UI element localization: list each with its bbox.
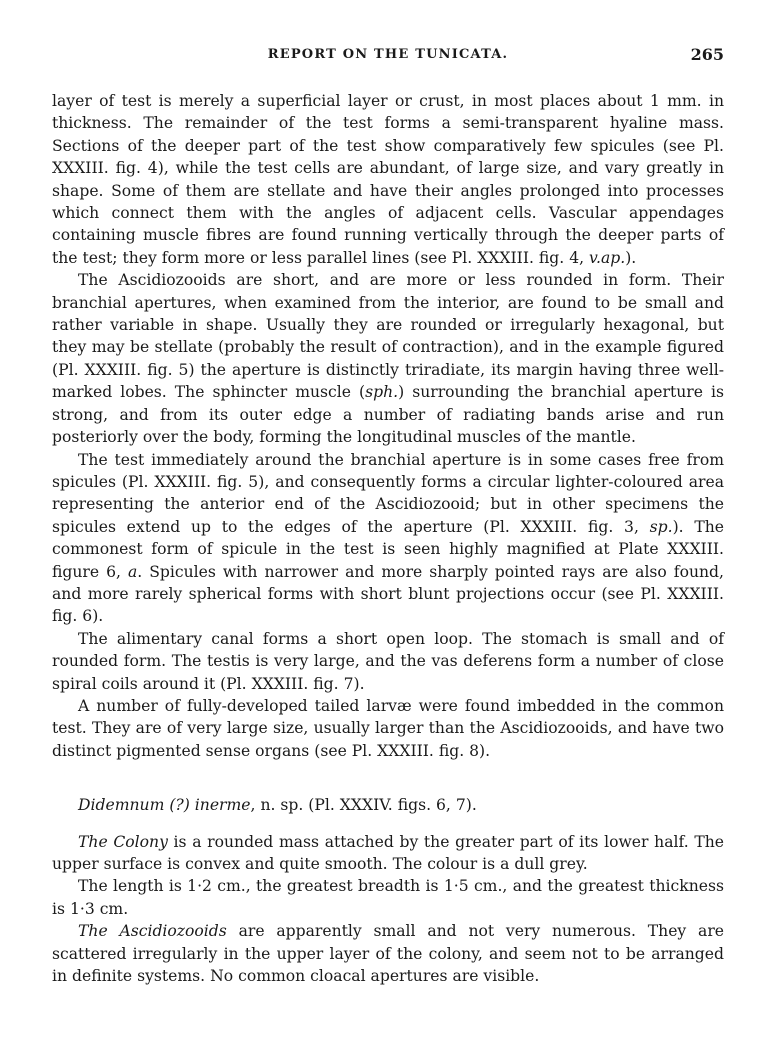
text-run: are apparently small and not very numerous. They are scattered irregularly in the upper layer of the colony, and seem not to be arranged in definite systems. No common cloacal apertures are visible. xyxy=(52,922,725,986)
body-text xyxy=(52,90,724,987)
paragraph-ascidiozooids xyxy=(52,269,724,448)
italic-label: The Ascidiozooids xyxy=(78,922,227,941)
text-run: layer of test is merely a superficial layer or crust, in most places about 1 mm. in thickness. The remainder of the test forms a semi-transparent hyaline mass. Sections of the deeper part of the test show comparatively few spicules (see Pl. XXXIII. fig. 4), while the test cells are abundant, of large size, and vary greatly in shape. Some of them are stellate and have their angles prolonged into processes which connect them with the angles of adjacent cells. Vascular appendages containing muscle fibres are found running vertically through the deeper parts of the test; they form more or less parallel lines (see Pl. XXXIII. fig. 4, xyxy=(52,92,724,267)
italic-label: a xyxy=(127,562,138,581)
text-run: The Ascidiozooids are short, and are more or less rounded in form. Their branchial apertures, when examined from the interior, are found to be small and rather variable in shape. Usually they are rounded or irregularly hexagonal, but they may be stellate (probably the result of contraction), and in the example figured (Pl. XXXIII. fig. 5) the aperture is distinctly triradiate, its margin having three well-marked lobes. The sphincter muscle ( xyxy=(52,271,724,402)
text-run: The length is 1·2 cm., the greatest breadth is 1·5 cm., and the greatest thickness is 1·3 cm. xyxy=(52,877,724,918)
paragraph-ascidiozooids-description xyxy=(52,920,724,987)
species-reference: , n. sp. (Pl. XXXIV. figs. 6, 7). xyxy=(250,796,477,815)
text-run: ) surrounding the branchial aperture is strong, and from its outer edge a number of radiating bands arise and run posteriorly over the body, forming the longitudinal muscles of the mantle. xyxy=(52,383,724,447)
page-number: 265 xyxy=(690,45,724,64)
paragraph-colony xyxy=(52,831,724,876)
paragraph-spicules xyxy=(52,449,724,628)
paragraph-larvae xyxy=(52,695,724,762)
italic-label: sph. xyxy=(365,383,399,402)
paragraph-test-layer xyxy=(52,90,724,269)
text-run: ). The commonest form of spicule in the test is seen highly magnified at Plate XXXIII. figure 6, xyxy=(52,517,725,581)
text-run: ). xyxy=(625,248,637,267)
page-header xyxy=(52,47,724,71)
italic-label: The Colony xyxy=(78,832,168,851)
text-run: The test immediately around the branchial aperture is in some cases free from spicules (Pl. XXXIII. fig. 5), and consequently forms a circular lighter-coloured area representing the anterior end of the Ascidiozooid; but in other specimens the spicules extend up to the edges of the aperture (Pl. XXXIII. fig. 3, xyxy=(52,450,724,536)
italic-label: v.ap. xyxy=(589,248,626,267)
species-name: Didemnum (?) inerme xyxy=(78,796,251,815)
paragraph-dimensions xyxy=(52,875,724,920)
text-run: is a rounded mass attached by the greater part of its lower half. The upper surface is convex and quite smooth. The colour is a dull grey. xyxy=(52,832,724,873)
running-title: REPORT ON THE TUNICATA. xyxy=(267,47,509,62)
paragraph-alimentary-canal xyxy=(52,628,724,695)
italic-label: sp. xyxy=(649,517,673,536)
text-run: . Spicules with narrower and more sharply pointed rays are also found, and more rarely spherical forms with short blunt projections occur (see Pl. XXXIII. fig. 6). xyxy=(52,562,724,626)
text-run: A number of fully-developed tailed larvæ were found imbedded in the common test. They are of very large size, usually larger than the Ascidiozooids, and have two distinct pigmented sense organs (see Pl. XXXIII. fig. 8). xyxy=(52,696,724,760)
species-heading xyxy=(78,794,724,816)
text-run: The alimentary canal forms a short open loop. The stomach is small and of rounded form. The testis is very large, and the vas deferens form a number of close spiral coils around it (Pl. XXXIII. fig. 7). xyxy=(52,629,724,693)
